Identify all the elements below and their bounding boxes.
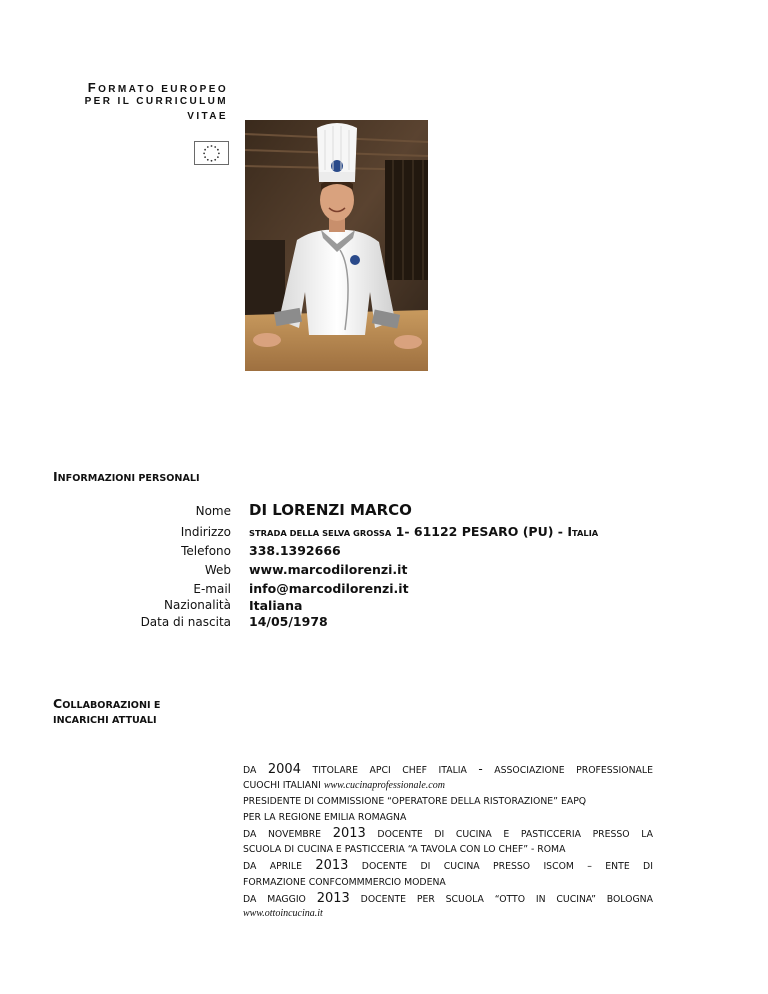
cv-title-line1: FORMATO EUROPEO (87, 80, 228, 95)
profile-photo (245, 120, 428, 371)
label-birthdate: Data di nascita (140, 615, 231, 629)
label-phone: Telefono (181, 544, 231, 558)
cv-title-line3: VITAE (187, 111, 228, 122)
collab-line-2: CUOCHI ITALIANI www.cucinaprofessionale.com (243, 780, 445, 791)
collaborations-heading-line2: INCARICHI ATTUALI (53, 715, 157, 726)
collab-line-7: DA APRILE 2013 DOCENTE DI CUCINA PRESSO ISCOM – ENTE DI (243, 858, 653, 873)
collab-line-5: DA NOVEMBRE 2013 DOCENTE DI CUCINA E PASTICCERIA PRESSO LA (243, 826, 653, 841)
collab-line-9: DA MAGGIO 2013 DOCENTE PER SCUOLA “OTTO IN CUCINA” BOLOGNA (243, 891, 653, 906)
value-email: info@marcodilorenzi.it (249, 581, 409, 596)
collab-line-1: DA 2004 TITOLARE APCI CHEF ITALIA - ASSOCIAZIONE PROFESSIONALE (243, 762, 653, 777)
label-email: E-mail (193, 582, 231, 596)
personal-info-heading: INFORMAZIONI PERSONALI (53, 469, 200, 484)
value-web: www.marcodilorenzi.it (249, 562, 408, 577)
value-address: STRADA DELLA SELVA GROSSA 1- 61122 PESARO (PU) - ITALIA (249, 524, 599, 539)
label-name: Nome (195, 504, 231, 518)
collab-line-8: FORMAZIONE CONFCOMMMERCIO MODENA (243, 877, 446, 888)
eu-flag-icon (194, 141, 229, 165)
value-phone: 338.1392666 (249, 543, 341, 558)
label-nationality: Nazionalità (164, 598, 231, 612)
collaborations-heading-line1: COLLABORAZIONI E (53, 696, 161, 711)
value-name: DI LORENZI MARCO (249, 501, 412, 519)
value-birthdate: 14/05/1978 (249, 614, 328, 629)
collab-line-6: SCUOLA DI CUCINA E PASTICCERIA “A TAVOLA CON LO CHEF” - ROMA (243, 844, 566, 855)
cv-title-line2: PER IL CURRICULUM (84, 96, 228, 107)
collab-line-10 (243, 909, 653, 919)
label-web: Web (204, 563, 231, 577)
value-nationality: Italiana (249, 598, 303, 613)
collab-line-3: PRESIDENTE DI COMMISSIONE “OPERATORE DELLA RISTORAZIONE” EAPQ (243, 796, 587, 807)
link-cucinaprofessionale[interactable]: www.cucinaprofessionale.com (323, 780, 445, 791)
link-ottoincucina[interactable]: www.ottoincucina.it (243, 908, 323, 919)
label-address: Indirizzo (180, 525, 231, 539)
collab-line-4: PER LA REGIONE EMILIA ROMAGNA (243, 812, 407, 823)
